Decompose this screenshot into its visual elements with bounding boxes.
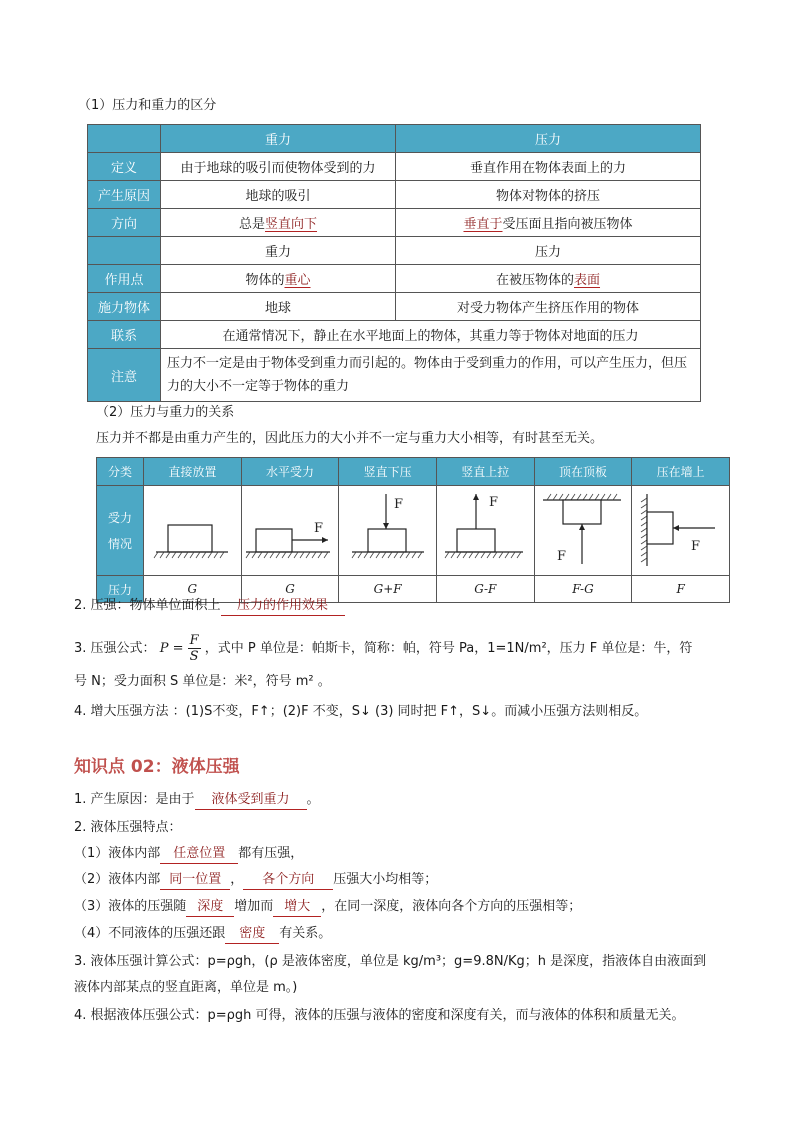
row-label: 注意 [88, 349, 161, 402]
line-text: （3）液体的压强随 [74, 899, 187, 914]
table-header-cell: 竖直下压 [339, 458, 437, 486]
line-text: 都有压强， [238, 846, 304, 861]
fill-blank-answer: 任意位置 [160, 845, 238, 864]
force-label: F [313, 521, 324, 536]
cell-text: 总是 [238, 217, 265, 232]
line-text: ，在同一深度，液体向各个方向的压强相等； [321, 899, 582, 914]
table-row [97, 486, 730, 576]
diagram-wall [632, 486, 730, 576]
force-label: F [489, 495, 499, 510]
row-label: 施力物体 [88, 293, 161, 321]
table-cell: 对受力物体产生挤压作用的物体 [396, 293, 701, 321]
diagram-svg [242, 486, 338, 572]
section-heading: 知识点 02：液体压强 [74, 757, 240, 777]
table-cell: 重力 [161, 237, 396, 265]
fill-blank-answer: 各个方向 [243, 871, 333, 890]
fill-blank-answer: 密度 [225, 925, 279, 944]
formula-fraction [188, 633, 201, 664]
table-header-cell: 分类 [97, 458, 144, 486]
diagram-ceiling [534, 486, 632, 576]
pressure-value: G-F [436, 576, 534, 603]
liquid-line-7: 3. 液体压强计算公式：p=ρgh，(ρ 是液体密度，单位是 kg/m³；g=9.8N/Kg；h 是深度，指液体自由液面到 [74, 954, 707, 969]
table-row [88, 321, 701, 349]
item-text: ，式中 P 单位是：帕斯卡，简称：帕，符号 Pa，1=1N/m²，压力 F 单位是：牛，符 [204, 641, 693, 656]
gravity-pressure-table [87, 124, 701, 402]
table-header-cell: 竖直上拉 [436, 458, 534, 486]
section2-title: （2）压力与重力的关系 [96, 405, 235, 420]
formula-numerator: F [189, 633, 199, 648]
fill-blank-answer: 深度 [186, 898, 234, 917]
table-header-cell: 水平受力 [241, 458, 339, 486]
table-cell [396, 209, 701, 237]
section1-title: （1）压力和重力的区分 [78, 98, 217, 113]
row-label: 联系 [88, 321, 161, 349]
line-text: （2）液体内部 [74, 872, 161, 887]
line-text: 有关系。 [279, 926, 332, 941]
section2-text: 压力并不都是由重力产生的，因此压力的大小并不一定与重力大小相等，有时甚至无关。 [96, 431, 604, 446]
pressure-value: F-G [534, 576, 632, 603]
diagram-vertical-pull [436, 486, 534, 576]
pressure-value: G [241, 576, 339, 603]
force-cases-table [96, 457, 730, 603]
table-row [88, 237, 701, 265]
table-cell: 地球的吸引 [161, 181, 396, 209]
item-2 [74, 597, 345, 616]
cell-text: 物体的 [245, 273, 285, 288]
row-label-line: 受力 [107, 510, 132, 525]
item-3 [74, 633, 692, 664]
pressure-value: G [144, 576, 242, 603]
table-row [88, 181, 701, 209]
diagram-svg [535, 486, 631, 572]
line-text: （4）不同液体的压强还跟 [74, 926, 226, 941]
line-text: 增加而 [234, 899, 274, 914]
table-header-cell: 压在墙上 [632, 458, 730, 486]
liquid-line-9: 4. 根据液体压强公式：p=ρgh 可得，液体的压强与液体的密度和深度有关，而与液体的体积和质量无关。 [74, 1008, 685, 1023]
force-label: F [690, 539, 700, 554]
diagram-svg [437, 486, 533, 572]
diagram-vertical-press [339, 486, 437, 576]
formula-denominator: S [189, 649, 199, 664]
line-text: 压强大小均相等； [333, 872, 438, 887]
item-4: 4. 增大压强方法 ：(1)S不变，F↑；(2)F 不变，S↓ (3) 同时把 F↑，S↓。而减小压强方法则相反。 [74, 704, 648, 719]
table-row [88, 209, 701, 237]
underlined-answer: 竖直向下 [265, 217, 318, 232]
table-cell: 压力 [396, 237, 701, 265]
liquid-line-3 [74, 845, 303, 864]
force-label: F [393, 497, 403, 512]
table-row [88, 293, 701, 321]
row-label: 定义 [88, 153, 161, 181]
row-label: 作用点 [88, 265, 161, 293]
fill-blank-answer: 同一位置 [160, 871, 230, 890]
table-header-cell [88, 125, 161, 153]
liquid-line-5 [74, 898, 581, 917]
row-label [88, 237, 161, 265]
underlined-answer: 表面 [574, 273, 601, 288]
diagram-svg [340, 486, 436, 572]
row-label: 方向 [88, 209, 161, 237]
table-header-cell: 重力 [161, 125, 396, 153]
table-row [88, 265, 701, 293]
fill-blank-answer: 增大 [273, 898, 321, 917]
row-label-line: 情况 [107, 536, 132, 551]
fill-blank-answer: 压力的作用效果 [221, 597, 345, 616]
diagram-svg [144, 486, 240, 572]
table-cell [396, 265, 701, 293]
table-cell: 地球 [161, 293, 396, 321]
item-text: 3. 压强公式： [74, 641, 156, 656]
liquid-line-4 [74, 871, 437, 890]
fill-blank-answer: 液体受到重力 [195, 791, 307, 810]
line-text: 。 [306, 792, 320, 807]
line-text: ， [230, 872, 244, 887]
force-label: F [556, 549, 566, 564]
pressure-value: F [632, 576, 730, 603]
row-label: 产生原因 [88, 181, 161, 209]
diagram-direct-placement [144, 486, 242, 576]
table-row [88, 153, 701, 181]
table-cell-merged: 在通常情况下，静止在水平地面上的物体，其重力等于物体对地面的压力 [161, 321, 701, 349]
table-header-cell: 直接放置 [144, 458, 242, 486]
line-text: （1）液体内部 [74, 846, 161, 861]
item-text: 2. 压强：物体单位面积上 [74, 598, 221, 613]
liquid-line-6 [74, 925, 331, 944]
cell-text: 受压面且指向被压物体 [502, 217, 633, 232]
formula-lhs: P = [159, 641, 184, 656]
underlined-answer: 垂直于 [463, 217, 503, 232]
table-header-cell: 压力 [396, 125, 701, 153]
item-3-cont: 号 N；受力面积 S 单位是：米²，符号 m² 。 [74, 674, 331, 689]
table-header-cell: 顶在顶板 [534, 458, 632, 486]
cell-text: 在被压物体的 [495, 273, 574, 288]
row-label: 压力 [97, 576, 144, 603]
underlined-answer: 重心 [284, 273, 311, 288]
line-text: 1. 产生原因：是由于 [74, 792, 195, 807]
table-cell [161, 265, 396, 293]
diagram-svg [633, 486, 729, 572]
pressure-value: G+F [339, 576, 437, 603]
diagram-horizontal-force [241, 486, 339, 576]
table-row [88, 349, 701, 402]
liquid-line-2: 2. 液体压强特点： [74, 820, 182, 835]
table-cell: 垂直作用在物体表面上的力 [396, 153, 701, 181]
row-label [97, 486, 144, 576]
liquid-line-8: 液体内部某点的竖直距离，单位是 m。) [74, 980, 298, 995]
table-cell-merged: 压力不一定是由于物体受到重力而引起的。物体由于受到重力的作用，可以产生压力，但压力的大小不一定等于物体的重力 [161, 349, 701, 402]
table-cell: 由于地球的吸引而使物体受到的力 [161, 153, 396, 181]
table-cell: 物体对物体的挤压 [396, 181, 701, 209]
liquid-line-1 [74, 791, 320, 810]
table-cell [161, 209, 396, 237]
